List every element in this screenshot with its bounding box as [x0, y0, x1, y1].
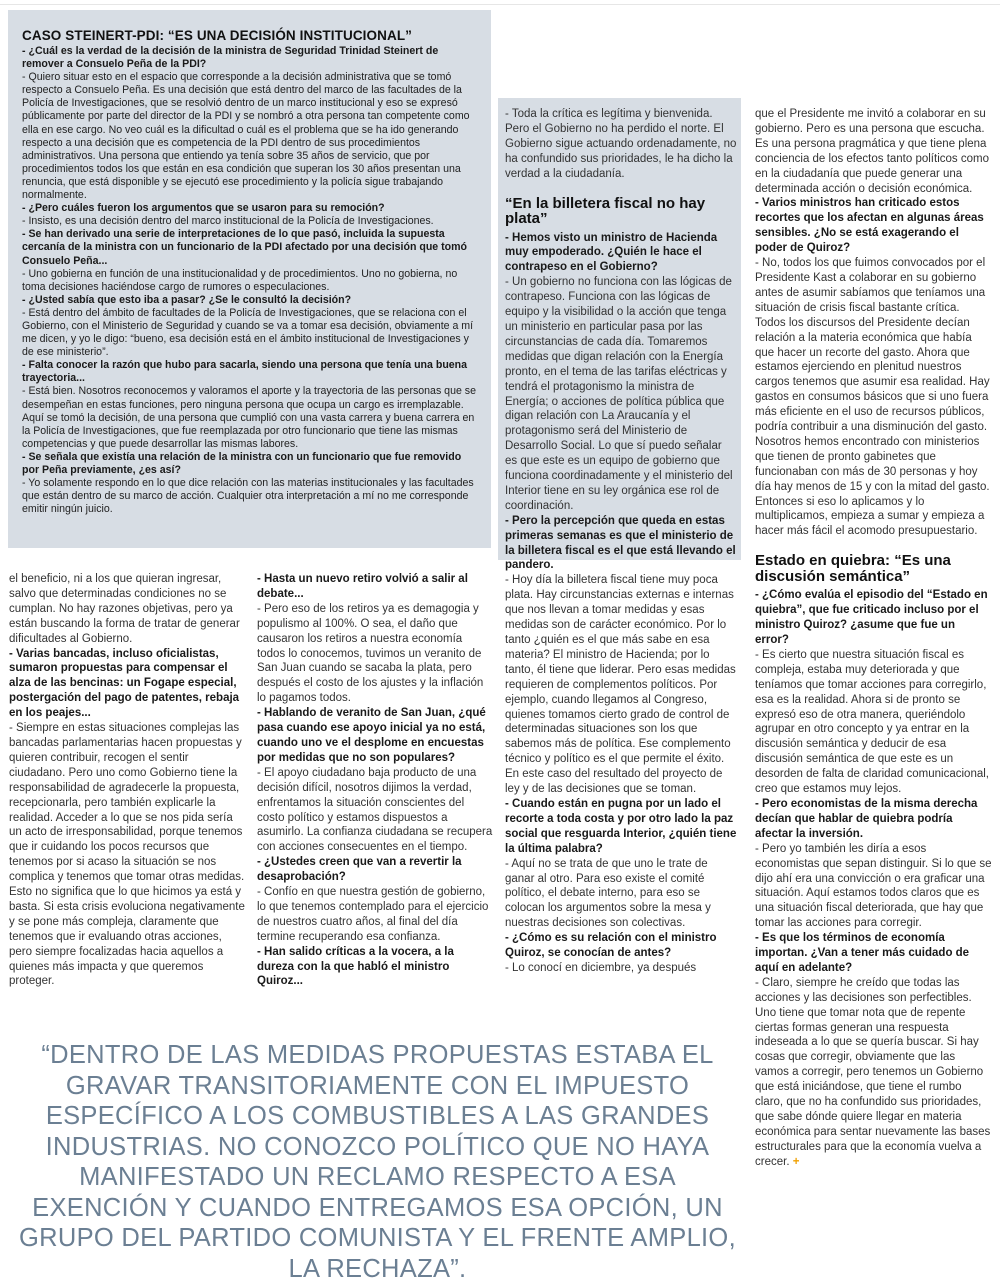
sidebar-answer: - Está bien. Nosotros reconocemos y valoramos el aporte y la trayectoria de las personas que se desempeñan en estas funciones, pero ninguna persona que ocupa un cargo es irremplazable. Aquí se tomó la decisión, de una persona que cumplió con una vasta carrera y buena carrera en la Policía de Investigaciones, que fue reemplazada por otro funcionario que tiene las mismas competencias y que puede desarrollar las mismas labores.: [22, 385, 476, 450]
sidebar-question: - ¿Usted sabía que esto iba a pasar? ¿Se le consultó la decisión?: [22, 293, 352, 306]
end-of-article-mark: +: [792, 1155, 800, 1168]
question: - Cuando están en pugna por un lado el recorte a toda costa y por otro lado la paz social que resguarda Interior, ¿quién tiene la última palabra?: [505, 797, 737, 855]
question: - ¿Cómo evalúa el episodio del “Estado en quiebra”, que fue criticado incluso por el ministro Quiroz? ¿asume que fue un error?: [755, 589, 988, 646]
sidebar-answer: - Quiero situar esto en el espacio que corresponde a la decisión administrativa que se tomó respecto a Consuelo Peña. Es una decisión que está dentro del marco de las facultades de la Policía de Investigaciones, que se resolvió dentro de un marco institucional y eso se expresó públicamente por parte del director de la PDI y se nombró a otra persona tan competente como ella en ese cargo. No veo cuál es la dificultad o cuál es el problema que se ha ido generando respecto a una decisión que es competencia de la PDI dentro de sus procedimientos administrativos. Una persona que entiendo ya tenía sobre 35 años de servicio, que por procedimientos todos los que están en esa condición que superan los 30 años presentan una renuncia, que está disponible y se ejecutó ese procedimiento y la policía sigue trabajando normalmente.: [22, 71, 470, 202]
answer: - Confío en que nuestra gestión de gobierno, lo que tenemos contemplado para el ejercicio de nuestros cuatro años, al final del día termine recuperando esa confianza.: [257, 886, 489, 943]
sidebar-answer: - Está dentro del ámbito de facultades de la Policía de Investigaciones, que se relaciona con el Gobierno, con el Ministerio de Seguridad y cuando se va a tomar esa decisión, obviamente a mí me dicen, y yo le digo: “bueno, esa decisión está en el ámbito institucional de Investigaciones y de ese ministerio”.: [22, 306, 474, 359]
question: - Hasta un nuevo retiro volvió a salir al debate...: [257, 573, 468, 600]
question: - ¿Cómo es su relación con el ministro Quiroz, se conocían de antes?: [505, 932, 717, 960]
answer: [755, 976, 992, 1170]
paragraph: el beneficio, ni a los que quieran ingresar, salvo que determinadas condiciones no se cumplan. No hay razones objetivas, pero ya están buscando la forma de tratar de generar dificultades al Gobierno.: [9, 573, 240, 645]
sidebar-question: - ¿Pero cuáles fueron los argumentos que se usaron para su remoción?: [22, 202, 385, 215]
question: - Varias bancadas, incluso oficialistas, sumaron propuestas para compensar el alza de las bencinas: un Fogape especial, postergación del pago de patentes, rebaja en los peajes...: [9, 647, 240, 720]
question: - Han salido críticas a la vocera, a la dureza con la que habló el ministro Quiroz...: [257, 945, 454, 988]
answer: - Toda la crítica es legítima y bienvenida. Pero el Gobierno no ha perdido el norte. El Gobierno sigue actuando ordenadamente, no ha confundido sus prioridades, le ha dicho la verdad a la ciudadanía.: [505, 108, 737, 180]
question: - ¿Ustedes creen que van a revertir la desaprobación?: [257, 856, 462, 884]
answer: - Es cierto que nuestra situación fiscal es compleja, estaba muy deteriorada y que teníamos que tomar acciones para corregirlo, esa es la realidad. Ahora si de pronto se expresó eso de otra manera, queriéndolo agrupar en otro concepto y ya entrar en la discusión semántica y deducir de esa discusión semántica de que este es un desorden de falta de claridad comunicacional, creo que estamos muy lejos.: [755, 648, 989, 796]
sidebar-answer: - Insisto, es una decisión dentro del marco institucional de la Policía de Investigaciones.: [22, 215, 434, 228]
sidebar-question: - Falta conocer la razón que hubo para sacarla, siendo una persona que tenía una buena trayectoria...: [22, 359, 468, 385]
sidebar-title: CASO STEINERT-PDI: “ES UNA DECISIÓN INSTITUCIONAL”: [22, 28, 413, 43]
article-column-4: [755, 107, 992, 1252]
question: - Pero la percepción que queda en estas primeras semanas es que el ministerio de la billetera fiscal es el que está llevando el pandero.: [505, 514, 736, 572]
sidebar-answer: - Yo solamente respondo en lo que dice relación con las materias institucionales y las facultades que están dentro de su marco de acción. Cualquier otra interpretación a mí no me corresponde emitir ningún juicio.: [22, 477, 474, 516]
answer: - Lo conocí en diciembre, ya después: [505, 961, 697, 974]
answer: - Pero yo también les diría a esos economistas que sepan distinguir. Si lo que se dijo ahí era una convicción o era graficar una situación. Aquí estamos todos claros que es una situación fiscal deteriorada, que hay que tomar las acciones para corregir.: [755, 842, 992, 930]
sidebar-question: - Se señala que existía una relación de la ministra con un funcionario que fue removido por Peña previamente, ¿es así?: [22, 450, 462, 476]
question: - Es que los términos de economía importan. ¿Van a tener más cuidado de aquí en adelante?: [755, 932, 970, 974]
answer: - No, todos los que fuimos convocados por el Presidente Kast a colaborar en su gobierno antes de asumir sabíamos que teníamos una situación de crisis fiscal bastante crítica. Todos los discursos del Presidente decían relación a la materia económica que había que hacer un recorte del gasto. Ahora que estamos ejerciendo en plenitud nuestros cargos tenemos que asumir esa realidad. Hay gastos en consumos básicos que si uno fuera más eficiente en el uso de recursos públicos, podría contribuir a una disminución del gasto. Nosotros hemos encontrado con ministerios que tienen de pronto gabinetes que funcionaban con más de 30 personas y hoy día hay menos de 15 y con la mitad del gasto. Entonces si eso lo aplicamos y lo multiplicamos, empieza a sumar y empieza a hacer más fácil el acomodo presupuestario.: [755, 257, 990, 538]
question: - Pero economistas de la misma derecha decían que hablar de quiebra podría afectar la inversión.: [755, 797, 978, 840]
article-column-2: [257, 572, 493, 1022]
answer: - Pero eso de los retiros ya es demagogia y populismo al 100%. O sea, el daño que causaron los retiros a nuestra economía todos lo conocemos, tuvimos un veranito de San Juan cuando se sacaba la plata, pero después el costo de los ajustes y la inflación lo pagamos todos.: [257, 602, 484, 705]
sidebar-question: - Se han derivado una serie de interpretaciones de lo que pasó, incluida la supuesta cercanía de la ministra con un funcionario de la PDI afectado por una decisión que tomó Consuelo Peña...: [22, 228, 468, 267]
question: - Varios ministros han criticado estos recortes que los afectan en algunas áreas sensibles. ¿No se está exagerando el poder de Quiroz?: [755, 197, 984, 255]
section-subtitle: “En la billetera fiscal no hay plata”: [505, 194, 706, 228]
article-column-1: [9, 572, 245, 1022]
answer: - Aquí no se trata de que uno le trate de ganar al otro. Para eso existe el comité político, el debate interno, para eso se colocan los argumentos sobre la mesa y nuestras decisiones son colectivas.: [505, 857, 711, 930]
final-answer-text: - Claro, siempre he creído que todas las acciones y las decisiones son perfectibles. Uno tiene que tomar nota que de repente ciertas formas generan una respuesta indeseada a lo que se quería buscar. Si hay cosas que corregir, obviamente que las vamos a corregir, pero tenemos un Gobierno que está iniciándose, que tiene el rumbo claro, que no ha confundido sus prioridades, que sabe dónde quiere llegar en materia económica para sentar nuevamente las bases estructurales para que la economía vuelva a crecer.: [755, 976, 991, 1168]
section-subtitle: Estado en quiebra: “Es una discusión semántica”: [755, 552, 951, 585]
answer: - Hoy día la billetera fiscal tiene muy poca plata. Hay circunstancias externas e internas que nos llevan a tomar medidas y esas medidas son de carácter económico. Por lo tanto ¿quién es el que más sabe en esa materia? El ministro de Hacienda; por lo tanto, él tiene que liderar. Pero esas medidas requieren de complementos políticos. Por ejemplo, cuando llegamos al Congreso, quienes tomamos cierto grado de control de determinadas situaciones son los que sabemos más de política. Ese complemento técnico y político es el que permite el éxito. En este caso del resultado del proyecto de ley y de las decisiones que se toman.: [505, 574, 736, 796]
top-rule: [0, 4, 1000, 5]
answer: - El apoyo ciudadano baja producto de una decisión difícil, nosotros dijimos la verdad, enfrentamos la situación conscientes del costo político y estamos dispuestos a asumirlo. La confianza ciudadana se recupera con acciones consecuentes en el tiempo.: [257, 766, 493, 854]
sidebar-box: [8, 10, 491, 548]
answer: que el Presidente me invitó a colaborar en su gobierno. Pero es una persona que escucha. Es una persona pragmática y que tiene plena conciencia de los efectos tanto políticos como en la ciudadanía que puede generar una determinada acción o decisión económica.: [755, 108, 989, 195]
sidebar-answer: - Uno gobierna en función de una institucionalidad y de procedimientos. Uno no gobierna, no toma decisiones haciéndose cargo de rumores o especulaciones.: [22, 267, 458, 293]
sidebar-question: - ¿Cuál es la verdad de la decisión de la ministra de Seguridad Trinidad Steinert de remover a Consuelo Peña de la PDI?: [22, 45, 439, 71]
pull-quote: “DENTRO DE LAS MEDIDAS PROPUESTAS ESTABA EL GRAVAR TRANSITORIAMENTE CON EL IMPUESTO ESPECÍFICO A LOS COMBUSTIBLES A LAS GRANDES INDUSTRIAS. NO CONOZCO POLÍTICO QUE NO HAYA MANIFESTADO UN RECLAMO RESPECTO A ESA EXENCIÓN Y CUANDO ENTREGAMOS ESA OPCIÓN, UN GRUPO DEL PARTIDO COMUNISTA Y EL FRENTE AMPLIO, LA RECHAZA”.: [19, 1041, 736, 1283]
article-column-3: [505, 107, 737, 1022]
question: - Hablando de veranito de San Juan, ¿qué pasa cuando ese apoyo inicial ya no está, cuando uno ve el desplome en encuestas por medidas que no son populares?: [257, 707, 486, 764]
answer: - Un gobierno no funciona con las lógicas de contrapeso. Funciona con las lógicas de equipo y la visibilidad o la acción que tenga un ministerio en particular pasa por las circunstancias de cada día. Tomaremos medidas que digan relación con la Energía pronto, en el tema de las tarifas eléctricas y tendrá el protagonismo la ministra de Energía; o acciones de política pública que digan relación con La Araucanía y el protagonismo será del Ministerio de Desarrollo Social. Lo que sí puedo señalar es que este es un equipo de gobierno que funciona coordinadamente y el ministerio del Interior tiene en su ley orgánica ese rol de coordinación.: [505, 276, 733, 512]
answer: - Siempre en estas situaciones complejas las bancadas parlamentarias hacen propuestas y quieren contribuir, recogen el sentir ciudadano. Pero uno como Gobierno tiene la responsabilidad de agradecerle la propuesta, recepcionarla, pero también explicarle la realidad. Acceder a lo que se nos pida sería un acto de irresponsabilidad, porque tenemos que ir cuidando los pocos recursos que tenemos por si acaso la situación se nos complica y tenemos que tomar otras medidas. Esto no significa que lo que hicimos ya está y basta. Si esta crisis evoluciona negativamente y se pone más compleja, claramente que tenemos que ir evaluando otras acciones, pero siempre focalizadas hacia aquellos a quienes más impacta y que queremos proteger.: [9, 722, 245, 988]
question: - Hemos visto un ministro de Hacienda muy empoderado. ¿Quién le hace el contrapeso en el Gobierno?: [505, 231, 718, 274]
